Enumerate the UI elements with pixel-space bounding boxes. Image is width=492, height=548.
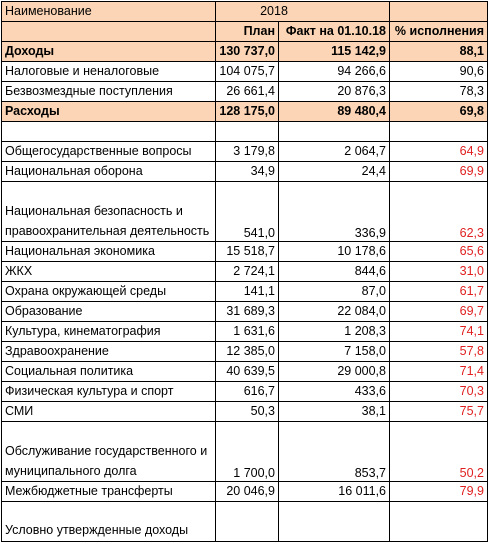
empty-cell[interactable] bbox=[216, 122, 279, 142]
expense-label[interactable]: Образование bbox=[2, 302, 216, 322]
expense-plan[interactable]: 40 639,5 bbox=[216, 362, 279, 382]
expense-percent[interactable]: 31,0 bbox=[390, 262, 488, 282]
expense-percent[interactable]: 70,3 bbox=[390, 382, 488, 402]
expense-row bbox=[2, 142, 488, 162]
expense-plan[interactable]: 34,9 bbox=[216, 162, 279, 182]
expense-fact[interactable]: 853,7 bbox=[279, 422, 390, 482]
expense-label[interactable]: СМИ bbox=[2, 402, 216, 422]
expense-percent[interactable]: 65,6 bbox=[390, 242, 488, 262]
header-name-label[interactable]: Наименование bbox=[2, 2, 216, 22]
expense-fact[interactable]: 2 064,7 bbox=[279, 142, 390, 162]
expense-label[interactable]: Обслуживание государственного и муниципального долга bbox=[2, 422, 216, 482]
expense-row bbox=[2, 182, 488, 242]
expense-fact[interactable]: 10 178,6 bbox=[279, 242, 390, 262]
expense-fact[interactable]: 336,9 bbox=[279, 182, 390, 242]
expense-percent[interactable] bbox=[390, 502, 488, 542]
header-plan[interactable]: План bbox=[216, 22, 279, 42]
expense-label[interactable]: Общегосударственные вопросы bbox=[2, 142, 216, 162]
grants-label[interactable]: Безвозмездные поступления bbox=[2, 82, 216, 102]
income-row bbox=[2, 42, 488, 62]
empty-cell[interactable] bbox=[2, 122, 216, 142]
expense-label[interactable]: Физическая культура и спорт bbox=[2, 382, 216, 402]
expenses-plan[interactable]: 128 175,0 bbox=[216, 102, 279, 122]
income-label[interactable]: Доходы bbox=[2, 42, 216, 62]
expense-percent[interactable]: 74,1 bbox=[390, 322, 488, 342]
empty-cell[interactable] bbox=[390, 122, 488, 142]
expenses-row bbox=[2, 102, 488, 122]
expense-row bbox=[2, 502, 488, 542]
expense-label[interactable]: Национальная экономика bbox=[2, 242, 216, 262]
expense-plan[interactable]: 50,3 bbox=[216, 402, 279, 422]
tax-plan[interactable]: 104 075,7 bbox=[216, 62, 279, 82]
expense-plan[interactable]: 3 179,8 bbox=[216, 142, 279, 162]
expense-label[interactable]: Социальная политика bbox=[2, 362, 216, 382]
expense-plan[interactable]: 616,7 bbox=[216, 382, 279, 402]
expenses-fact[interactable]: 89 480,4 bbox=[279, 102, 390, 122]
empty-cell[interactable] bbox=[279, 122, 390, 142]
income-fact[interactable]: 115 142,9 bbox=[279, 42, 390, 62]
expense-fact[interactable]: 29 000,8 bbox=[279, 362, 390, 382]
expense-plan[interactable]: 31 689,3 bbox=[216, 302, 279, 322]
grants-percent[interactable]: 78,3 bbox=[390, 82, 488, 102]
expense-percent[interactable]: 61,7 bbox=[390, 282, 488, 302]
expenses-percent[interactable]: 69,8 bbox=[390, 102, 488, 122]
header-empty-cell[interactable] bbox=[390, 2, 488, 22]
expense-row bbox=[2, 482, 488, 502]
budget-table bbox=[1, 1, 488, 542]
expense-plan[interactable]: 15 518,7 bbox=[216, 242, 279, 262]
grants-plan[interactable]: 26 661,4 bbox=[216, 82, 279, 102]
tax-label[interactable]: Налоговые и неналоговые bbox=[2, 62, 216, 82]
expense-fact[interactable] bbox=[279, 502, 390, 542]
expense-label[interactable]: Охрана окружающей среды bbox=[2, 282, 216, 302]
expense-percent[interactable]: 62,3 bbox=[390, 182, 488, 242]
expense-row bbox=[2, 282, 488, 302]
expense-label[interactable]: Национальная оборона bbox=[2, 162, 216, 182]
expense-plan[interactable]: 1 631,6 bbox=[216, 322, 279, 342]
expense-fact[interactable]: 7 158,0 bbox=[279, 342, 390, 362]
income-percent[interactable]: 88,1 bbox=[390, 42, 488, 62]
header-fact[interactable]: Факт на 01.10.18 bbox=[279, 22, 390, 42]
expense-percent[interactable]: 75,7 bbox=[390, 402, 488, 422]
expense-row bbox=[2, 262, 488, 282]
spacer-row bbox=[2, 122, 488, 142]
expense-label[interactable]: Здравоохранение bbox=[2, 342, 216, 362]
expense-plan[interactable]: 541,0 bbox=[216, 182, 279, 242]
expense-plan[interactable]: 12 385,0 bbox=[216, 342, 279, 362]
expense-fact[interactable]: 844,6 bbox=[279, 262, 390, 282]
expense-plan[interactable]: 20 046,9 bbox=[216, 482, 279, 502]
expense-row bbox=[2, 422, 488, 482]
grants-row bbox=[2, 82, 488, 102]
expense-percent[interactable]: 57,8 bbox=[390, 342, 488, 362]
header-empty-cell[interactable] bbox=[2, 22, 216, 42]
expense-row bbox=[2, 342, 488, 362]
expense-row bbox=[2, 322, 488, 342]
header-percent[interactable]: % исполнения bbox=[390, 22, 488, 42]
expense-percent[interactable]: 69,9 bbox=[390, 162, 488, 182]
expense-fact[interactable]: 87,0 bbox=[279, 282, 390, 302]
expense-plan[interactable]: 141,1 bbox=[216, 282, 279, 302]
expense-fact[interactable]: 38,1 bbox=[279, 402, 390, 422]
expense-fact[interactable]: 16 011,6 bbox=[279, 482, 390, 502]
tax-fact[interactable]: 94 266,6 bbox=[279, 62, 390, 82]
income-plan[interactable]: 130 737,0 bbox=[216, 42, 279, 62]
header-year[interactable]: 2018 bbox=[216, 2, 390, 22]
expense-plan[interactable] bbox=[216, 502, 279, 542]
expense-label[interactable]: Культура, кинематография bbox=[2, 322, 216, 342]
expense-row bbox=[2, 382, 488, 402]
expense-fact[interactable]: 22 084,0 bbox=[279, 302, 390, 322]
expense-fact[interactable]: 24,4 bbox=[279, 162, 390, 182]
header-row-1 bbox=[2, 2, 488, 22]
expense-row bbox=[2, 362, 488, 382]
expense-percent[interactable]: 50,2 bbox=[390, 422, 488, 482]
expense-label[interactable]: Условно утвержденные доходы bbox=[2, 502, 216, 542]
expense-label[interactable]: ЖКХ bbox=[2, 262, 216, 282]
tax-row bbox=[2, 62, 488, 82]
expense-fact[interactable]: 1 208,3 bbox=[279, 322, 390, 342]
expense-label[interactable]: Межбюджетные трансферты bbox=[2, 482, 216, 502]
expense-percent[interactable]: 69,7 bbox=[390, 302, 488, 322]
header-row-2 bbox=[2, 22, 488, 42]
tax-percent[interactable]: 90,6 bbox=[390, 62, 488, 82]
expense-row bbox=[2, 162, 488, 182]
expense-percent[interactable]: 79,9 bbox=[390, 482, 488, 502]
expense-percent[interactable]: 71,4 bbox=[390, 362, 488, 382]
expense-plan[interactable]: 2 724,1 bbox=[216, 262, 279, 282]
expenses-label[interactable]: Расходы bbox=[2, 102, 216, 122]
expense-row bbox=[2, 402, 488, 422]
expense-label[interactable]: Национальная безопасность и правоохранительная деятельность bbox=[2, 182, 216, 242]
expense-row bbox=[2, 302, 488, 322]
expense-percent[interactable]: 64,9 bbox=[390, 142, 488, 162]
expense-row bbox=[2, 242, 488, 262]
grants-fact[interactable]: 20 876,3 bbox=[279, 82, 390, 102]
expense-plan[interactable]: 1 700,0 bbox=[216, 422, 279, 482]
expense-fact[interactable]: 433,6 bbox=[279, 382, 390, 402]
